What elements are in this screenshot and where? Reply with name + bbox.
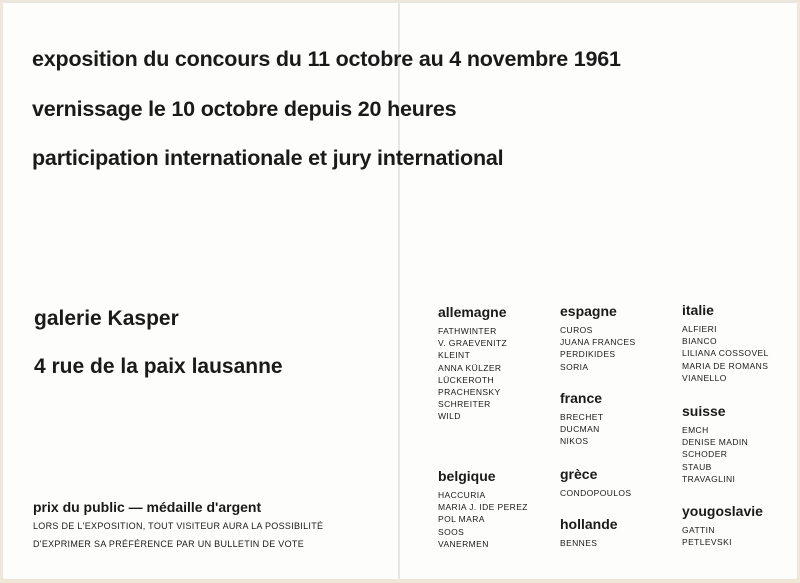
artist: SCHODER [682,449,728,460]
country-name: yougoslavie [682,503,763,519]
artist: PERDIKIDES [560,349,616,360]
country-allemagne [438,304,507,423]
country-grece [560,466,631,499]
artist: GATTIN [682,525,715,535]
artist: ALFIERI [682,324,717,334]
artist: SCHREITER [438,399,491,410]
artist-list [560,411,603,448]
artist: MARIA J. IDE PEREZ [438,502,528,513]
artist-list [560,324,636,373]
artist: KLEINT [438,350,471,361]
country-italie [682,302,769,384]
country-hollande [560,516,618,549]
country-belgique [438,468,528,550]
artist: CUROS [560,325,593,335]
country-name: belgique [438,468,496,484]
country-name: italie [682,302,714,318]
artist: DENISE MADIN [682,437,749,448]
artist: TRAVAGLINI [682,473,736,484]
country-yougoslavie [682,503,763,548]
artist-list [438,325,507,423]
artist: DUCMAN [560,424,600,435]
country-name: hollande [560,516,618,532]
paper-edge-left [0,0,3,583]
artist: JUANA FRANCES [560,337,636,348]
country-espagne [560,303,636,373]
artist-list [682,524,763,548]
artist-list [560,487,631,499]
prize-description-line-2: D'EXPRIMER SA PRÉFÉRENCE PAR UN BULLETIN DE VOTE [33,539,305,549]
artist-list [438,489,528,550]
artist: PRACHENSKY [438,387,501,398]
artist: V. GRAEVENITZ [438,338,508,349]
artist: SOOS [438,526,465,537]
headline-participation: participation internationale et jury international [32,146,504,170]
venue-address: 4 rue de la paix lausanne [34,355,283,378]
artist: BRECHET [560,412,604,422]
artist: CONDOPOULOS [560,488,632,498]
country-france [560,390,603,448]
prize-description-line-1: LORS DE L'EXPOSITION, TOUT VISITEUR AURA LA POSSIBILITÉ [33,521,324,531]
artist: VIANELLO [682,372,727,383]
country-name: espagne [560,303,617,319]
artist: LÜCKEROTH [438,374,495,385]
headline-exhibition-dates: exposition du concours du 11 octobre au 4 novembre 1961 [32,47,621,71]
artist: MARIA DE ROMANS [682,360,769,371]
paper-edge-top [0,0,800,3]
artist-list [682,323,769,384]
artist: LILIANA COSSOVEL [682,348,769,359]
artist: WILD [438,411,461,422]
country-name: france [560,390,603,406]
artist: BENNES [560,538,598,548]
artist: VANERMEN [438,538,489,549]
artist: PETLEVSKI [682,537,732,548]
country-name: suisse [682,403,726,419]
paper-edge-bottom [0,579,800,583]
country-suisse [682,403,748,485]
artist: STAUB [682,461,712,472]
artist: BIANCO [682,336,717,347]
center-fold [398,0,400,583]
headline-opening: vernissage le 10 octobre depuis 20 heures [32,97,457,121]
country-name: allemagne [438,304,507,320]
prize-title: prix du public — médaille d'argent [33,499,262,515]
artist: SORIA [560,361,589,372]
artist-list [560,537,618,549]
artist: FATHWINTER [438,326,497,336]
artist: EMCH [682,425,709,435]
artist: ANNA KÜLZER [438,362,502,373]
venue-name: galerie Kasper [34,307,179,330]
country-name: grèce [560,466,598,482]
artist: NIKOS [560,436,589,447]
artist-list [682,424,748,485]
artist: POL MARA [438,514,485,525]
artist: HACCURIA [438,490,486,500]
